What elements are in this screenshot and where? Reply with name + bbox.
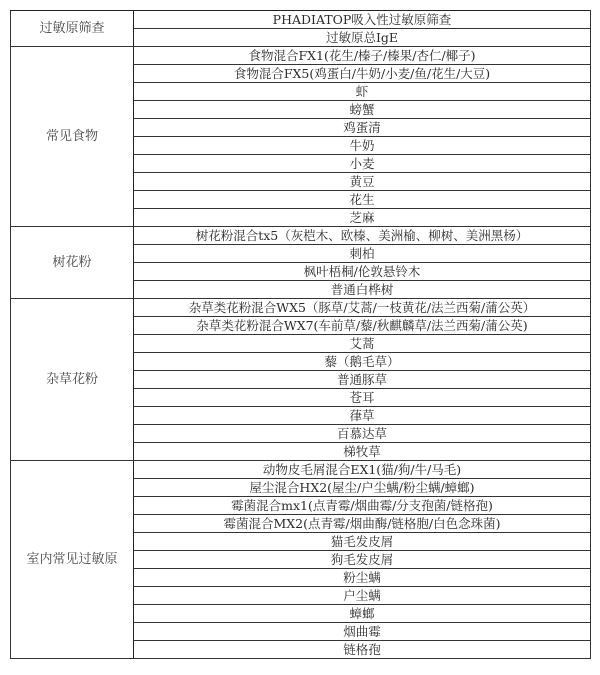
allergen-item-cell: 芝麻 [134,209,591,227]
table-row [11,11,591,29]
allergen-item-cell: 霉菌混合mx1(点青霉/烟曲霉/分支孢菌/链格孢) [134,497,591,515]
allergen-item-cell: 屋尘混合HX2(屋尘/户尘螨/粉尘螨/蟑螂) [134,479,591,497]
allergen-item-cell: 百慕达草 [134,425,591,443]
allergen-item-cell: 普通白桦树 [134,281,591,299]
allergen-item-cell: 杂草类花粉混合WX7(车前草/藜/秋麒麟草/法兰西菊/蒲公英) [134,317,591,335]
allergen-item-cell: 过敏原总IgE [134,29,591,47]
allergen-item-cell: 户尘螨 [134,587,591,605]
allergen-item-cell: 普通豚草 [134,371,591,389]
category-cell: 过敏原筛查 [11,11,134,47]
category-cell: 常见食物 [11,47,134,227]
allergen-item-cell: 虾 [134,83,591,101]
allergen-table-body [11,11,591,659]
allergen-item-cell: 狗毛发皮屑 [134,551,591,569]
allergen-item-cell: 链格孢 [134,641,591,659]
table-row [11,227,591,245]
allergen-item-cell: 艾蒿 [134,335,591,353]
allergen-item-cell: 小麦 [134,155,591,173]
allergen-item-cell: 猫毛发皮屑 [134,533,591,551]
allergen-item-cell: 枫叶梧桐/伦敦悬铃木 [134,263,591,281]
allergen-item-cell: 梯牧草 [134,443,591,461]
allergen-item-cell: 刺柏 [134,245,591,263]
allergen-item-cell: 葎草 [134,407,591,425]
allergen-item-cell: PHADIATOP吸入性过敏原筛查 [134,11,591,29]
allergen-item-cell: 螃蟹 [134,101,591,119]
allergen-item-cell: 花生 [134,191,591,209]
table-row [11,47,591,65]
allergen-item-cell: 食物混合FX5(鸡蛋白/牛奶/小麦/鱼/花生/大豆) [134,65,591,83]
allergen-item-cell: 烟曲霉 [134,623,591,641]
category-cell: 树花粉 [11,227,134,299]
allergen-item-cell: 苍耳 [134,389,591,407]
allergen-item-cell: 黄豆 [134,173,591,191]
allergen-item-cell: 牛奶 [134,137,591,155]
allergen-item-cell: 鸡蛋清 [134,119,591,137]
allergen-item-cell: 杂草类花粉混合WX5（豚草/艾蒿/一枝黄花/法兰西菊/蒲公英） [134,299,591,317]
allergen-item-cell: 粉尘螨 [134,569,591,587]
allergen-item-cell: 食物混合FX1(花生/榛子/榛果/杏仁/椰子) [134,47,591,65]
table-row [11,299,591,317]
allergen-item-cell: 动物皮毛屑混合EX1(猫/狗/牛/马毛) [134,461,591,479]
allergen-item-cell: 霉菌混合MX2(点青霉/烟曲酶/链格胞/白色念珠菌) [134,515,591,533]
category-cell: 杂草花粉 [11,299,134,461]
allergen-item-cell: 藜（鹅毛草） [134,353,591,371]
allergen-item-cell: 树花粉混合tx5（灰桤木、欧榛、美洲榆、柳树、美洲黑杨） [134,227,591,245]
category-cell: 室内常见过敏原 [11,461,134,659]
allergen-table [10,10,591,659]
allergen-item-cell: 蟑螂 [134,605,591,623]
table-row [11,461,591,479]
